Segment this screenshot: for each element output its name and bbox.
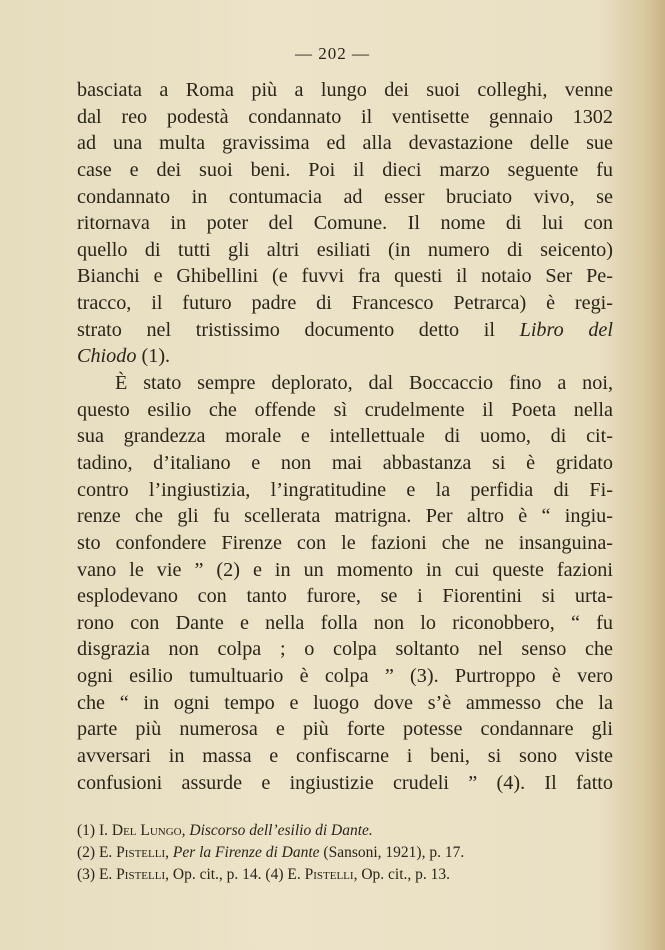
author-name: Pistelli <box>304 866 354 883</box>
text-segment: Bianchi e Ghibellini (e fuvvi fra questi il notaio Ser Pe- <box>77 265 613 288</box>
text-line <box>77 317 613 344</box>
text-line <box>77 450 613 477</box>
text-line <box>77 263 613 290</box>
text-segment: , Op. cit., p. 14. (4) E. <box>165 866 305 883</box>
text-segment: tracco, il futuro padre di Francesco Petrarca) è regi- <box>77 292 613 315</box>
text-line <box>77 477 613 504</box>
text-segment: (2) E. <box>77 844 117 861</box>
text-segment: vano le vie ” (2) e in un momento in cui queste fazioni <box>77 558 613 581</box>
text-segment: (Sansoni, 1921), p. 17. <box>319 844 465 861</box>
footnote <box>77 842 617 864</box>
text-line <box>77 370 613 397</box>
text-segment: case e dei suoi beni. Poi il dieci marzo seguente fu <box>77 158 613 181</box>
text-line <box>77 583 613 610</box>
text-line <box>77 636 613 663</box>
text-segment: rono con Dante e nella folla non lo riconobbero, “ fu <box>77 611 613 634</box>
italic-text: Discorso dell’esilio di Dante. <box>189 822 373 839</box>
text-line <box>77 610 613 637</box>
text-segment: disgrazia non colpa ; o colpa soltanto nel senso che <box>77 638 613 661</box>
text-segment: esplodevano con tanto furore, se i Fiorentini si urta- <box>77 585 613 608</box>
text-segment: (1). <box>136 345 171 368</box>
text-segment: renze che gli fu scellerata matrigna. Per altro è “ ingiu- <box>77 505 613 528</box>
text-segment: che “ in ogni tempo e luogo dove s’è ammesso che la <box>77 691 613 714</box>
author-name: Pistelli <box>116 844 166 861</box>
text-segment: , Op. cit., p. 13. <box>353 866 450 883</box>
text-line <box>77 743 613 770</box>
page-number: — 202 — <box>295 44 370 63</box>
text-line <box>77 770 613 797</box>
italic-text: Chiodo <box>77 345 137 368</box>
text-line <box>77 237 613 264</box>
text-line <box>77 716 613 743</box>
text-segment: (1) I. <box>77 822 112 839</box>
author-name: Del Lungo <box>111 822 182 839</box>
text-segment: questo esilio che offende sì crudelmente il Poeta nella <box>77 398 613 421</box>
text-segment: È stato sempre deplorato, dal Boccaccio fino a noi, <box>115 372 613 395</box>
footnote <box>77 864 617 886</box>
italic-text: Libro del <box>519 318 613 341</box>
text-line <box>77 210 613 237</box>
italic-text: Per la Firenze di Dante <box>172 844 320 861</box>
text-line <box>77 530 613 557</box>
text-segment: , <box>181 822 190 839</box>
text-segment: confusioni assurde e ingiustizie crudeli ” (4). Il fatto <box>77 771 613 794</box>
text-segment: parte più numerosa e più forte potesse condannare gli <box>77 718 613 741</box>
text-line <box>77 503 613 530</box>
text-line <box>77 343 613 370</box>
text-line <box>77 130 613 157</box>
text-segment: ogni esilio tumultuario è colpa ” (3). Purtroppo è vero <box>77 665 613 688</box>
text-line <box>77 184 613 211</box>
text-line <box>77 423 613 450</box>
text-segment: dal reo podestà condannato il ventisette gennaio 1302 <box>77 105 613 128</box>
text-segment: ad una multa gravissima ed alla devastazione delle sue <box>77 132 613 155</box>
body-text <box>77 77 613 796</box>
text-segment: sua grandezza morale e intellettuale di uomo, di cit- <box>77 425 613 448</box>
text-segment: (3) E. <box>77 866 117 883</box>
text-line <box>77 663 613 690</box>
author-name: Pistelli <box>116 866 166 883</box>
text-segment: tadino, d’italiano e non mai abbastanza si è gridato <box>77 451 613 474</box>
text-segment: , <box>165 844 173 861</box>
text-segment: contro l’ingiustizia, l’ingratitudine e la perfidia di Fi- <box>77 478 613 501</box>
text-line <box>77 397 613 424</box>
text-line <box>77 104 613 131</box>
text-segment: ritornava in poter del Comune. Il nome di lui con <box>77 212 613 235</box>
text-line <box>77 557 613 584</box>
text-line <box>77 157 613 184</box>
text-segment: avversari in massa e confiscarne i beni, si sono viste <box>77 745 613 768</box>
footnote <box>77 820 617 842</box>
footnotes <box>77 820 617 886</box>
text-segment: quello di tutti gli altri esiliati (in numero di seicento) <box>77 238 613 261</box>
text-line <box>77 690 613 717</box>
text-segment: basciata a Roma più a lungo dei suoi colleghi, venne <box>77 79 613 101</box>
text-line <box>77 290 613 317</box>
text-line <box>77 77 613 104</box>
text-segment: strato nel tristissimo documento detto il <box>77 318 520 341</box>
text-segment: condannato in contumacia ad esser bruciato vivo, se <box>77 185 613 208</box>
text-segment: sto confondere Firenze con le fazioni che ne insanguina- <box>77 531 613 554</box>
